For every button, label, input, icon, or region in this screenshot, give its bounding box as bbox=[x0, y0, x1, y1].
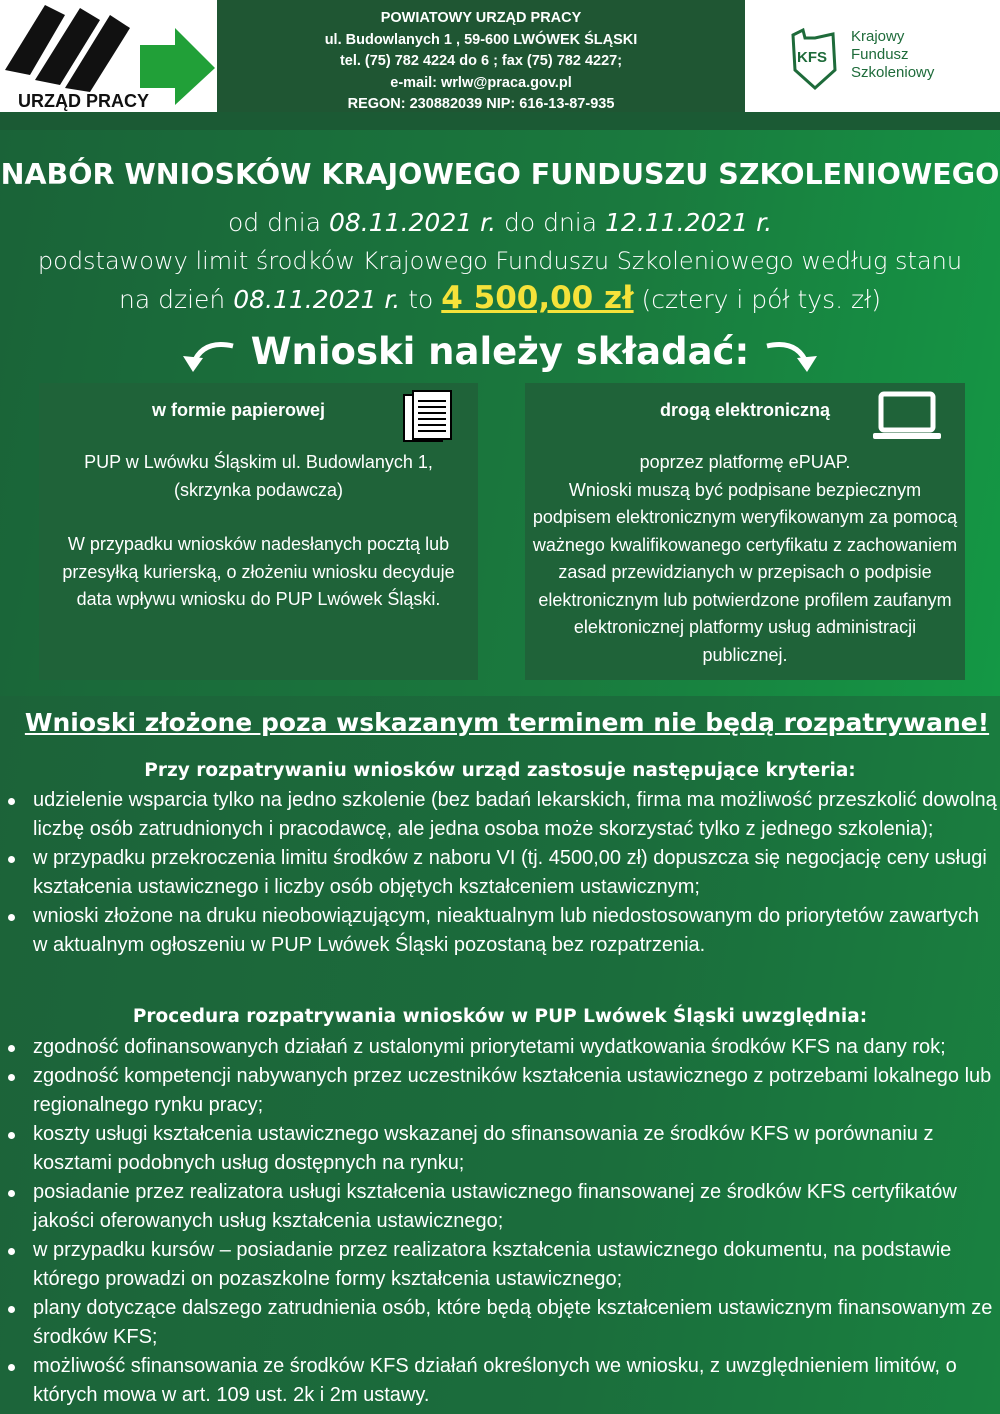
electronic-submission-box bbox=[525, 383, 965, 680]
heading-text: w formie papierowej bbox=[151, 400, 326, 420]
submit-heading bbox=[0, 330, 1000, 374]
svg-text:Fundusz: Fundusz bbox=[851, 46, 909, 63]
procedure-heading: Procedura rozpatrywania wniosków w PUP Lwówek Śląski uwzględnia: bbox=[132, 1006, 868, 1027]
amount-words: (cztery i pół tys. zł) bbox=[633, 285, 881, 314]
regon-nip: REGON: 230882039 NIP: 616-13-87-935 bbox=[347, 96, 615, 112]
date-from: 08.11.2021 r. bbox=[329, 208, 497, 237]
urzad-pracy-logo bbox=[0, 0, 217, 112]
contact-info bbox=[217, 8, 745, 116]
limit-line: podstawowy limit środków Krajowego Funduszu Szkoleniowego według stanu bbox=[37, 247, 963, 275]
list-item: zgodność dofinansowanych działań z ustalonymi priorytetami wydatkowania środków KFS na dany rok; bbox=[0, 1033, 1000, 1062]
office-name: POWIATOWY URZĄD PRACY bbox=[380, 10, 582, 26]
curved-arrow-right-icon bbox=[762, 334, 822, 374]
list-item: plany dotyczące dalszego zatrudnienia osób, które będą objęte kształceniem ustawicznym finansowanym ze środków KFS; bbox=[0, 1294, 1000, 1352]
email[interactable]: e-mail: wrlw@praca.gov.pl bbox=[390, 74, 572, 91]
criteria-heading: Przy rozpatrywaniu wniosków urząd zastosuje następujące kryteria: bbox=[144, 760, 856, 781]
svg-text:Szkoleniowy: Szkoleniowy bbox=[851, 64, 935, 81]
divider bbox=[0, 112, 1000, 132]
signature-note: Wnioski muszą być podpisane bezpiecznym podpisem elektronicznym weryfikowanym za pomocą ważnego kwalifikowanego certyfikatu z zachowaniem zasad przewidzianych w przepisach o podpisie elektronicznym lub potwierdzone profilem zaufanym elektronicznej platformy usług administracji publicznej. bbox=[532, 479, 958, 665]
document-icon bbox=[401, 389, 455, 443]
svg-text:URZĄD PRACY: URZĄD PRACY bbox=[18, 91, 150, 111]
heading-text: drogą elektroniczną bbox=[659, 400, 831, 420]
limit-amount-line bbox=[0, 280, 1000, 316]
laptop-icon bbox=[873, 391, 941, 441]
label: na dzień bbox=[119, 285, 234, 314]
list-item: koszty usługi kształcenia ustawicznego wskazanej do sfinansowania ze środków KFS w porównaniu z kosztami podobnych usług dostępnych na rynku; bbox=[0, 1120, 1000, 1178]
list-item: wnioski złożone na druku nieobowiązującym, nieaktualnym lub niedostosowanym do priorytetów zawartych w aktualnym ogłoszeniu w PUP Lwówek Śląski pozostaną bez rozpatrzenia. bbox=[0, 902, 1000, 960]
paper-submission-box bbox=[39, 383, 478, 680]
list-item: udzielenie wsparcia tylko na jedno szkolenie (bez badań lekarskich, firma ma możliwość przeszkolić dowolną liczbę osób zatrudnionych i pracodawcę, ale jedna osoba może skorzystać tylko z jednego szkolenia); bbox=[0, 786, 1000, 844]
kfs-shield-icon bbox=[745, 0, 1000, 112]
list-item: posiadanie przez realizatora usługi kształcenia ustawicznego finansowanej ze środków KFS certyfikatów jakości oferowanych usług kształcenia ustawicznego; bbox=[0, 1178, 1000, 1236]
address: ul. Budowlanych 1 , 59-600 LWÓWEK ŚLĄSKI bbox=[324, 31, 638, 48]
arrow-logo-icon bbox=[0, 0, 217, 112]
label: to bbox=[400, 285, 442, 314]
procedure-list bbox=[0, 1033, 1000, 1410]
curved-arrow-left-icon bbox=[178, 334, 238, 374]
date-range bbox=[0, 208, 1000, 237]
criteria-list bbox=[0, 786, 1000, 960]
svg-text:KFS: KFS bbox=[797, 49, 827, 66]
deadline-warning: Wnioski złożone poza wskazanym terminem nie będą rozpatrywane! bbox=[24, 708, 990, 737]
svg-text:Krajowy: Krajowy bbox=[851, 28, 905, 45]
list-item: w przypadku kursów – posiadanie przez realizatora kształcenia ustawicznego dokumentu, na podstawie którego prowadzi on pozaszkolne formy kształcenia ustawicznego; bbox=[0, 1236, 1000, 1294]
list-item: w przypadku przekroczenia limitu środków z naboru VI (tj. 4500,00 zł) dopuszcza się negocjację ceny usługi kształcenia ustawicznego i liczby osób objętych kształceniem ustawicznym; bbox=[0, 844, 1000, 902]
limit-amount: 4 500,00 zł bbox=[441, 280, 634, 316]
epuap-line: poprzez platformę ePUAP. bbox=[639, 452, 851, 472]
submit-heading-text: Wnioski należy składać: bbox=[250, 330, 750, 373]
postal-note: W przypadku wniosków nadesłanych pocztą lub przesyłką kurierską, o złożeniu wniosku decyduje data wpływu wniosku do PUP Lwówek Śląski. bbox=[62, 534, 455, 609]
phone: tel. (75) 782 4224 do 6 ; fax (75) 782 4227; bbox=[339, 53, 623, 69]
header bbox=[0, 0, 1000, 112]
as-of-date: 08.11.2021 r. bbox=[233, 285, 401, 314]
address-line: PUP w Lwówku Śląskim ul. Budowlanych 1, bbox=[84, 452, 433, 472]
kfs-logo bbox=[745, 0, 1000, 112]
list-item: zgodność kompetencji nabywanych przez uczestników kształcenia ustawicznego z potrzebami lokalnego lub regionalnego rynku pracy; bbox=[0, 1062, 1000, 1120]
list-item: możliwość sfinansowania ze środków KFS działań określonych we wniosku, z uwzględnieniem limitów, o których mowa w art. 109 ust. 2k i 2m ustawy. bbox=[0, 1352, 1000, 1410]
address-line: (skrzynka podawcza) bbox=[173, 479, 344, 500]
label: do dnia bbox=[496, 208, 606, 237]
date-to: 12.11.2021 r. bbox=[605, 208, 773, 237]
page-title: NABÓR WNIOSKÓW KRAJOWEGO FUNDUSZU SZKOLENIOWEGO bbox=[0, 158, 1000, 191]
label: od dnia bbox=[227, 208, 329, 237]
